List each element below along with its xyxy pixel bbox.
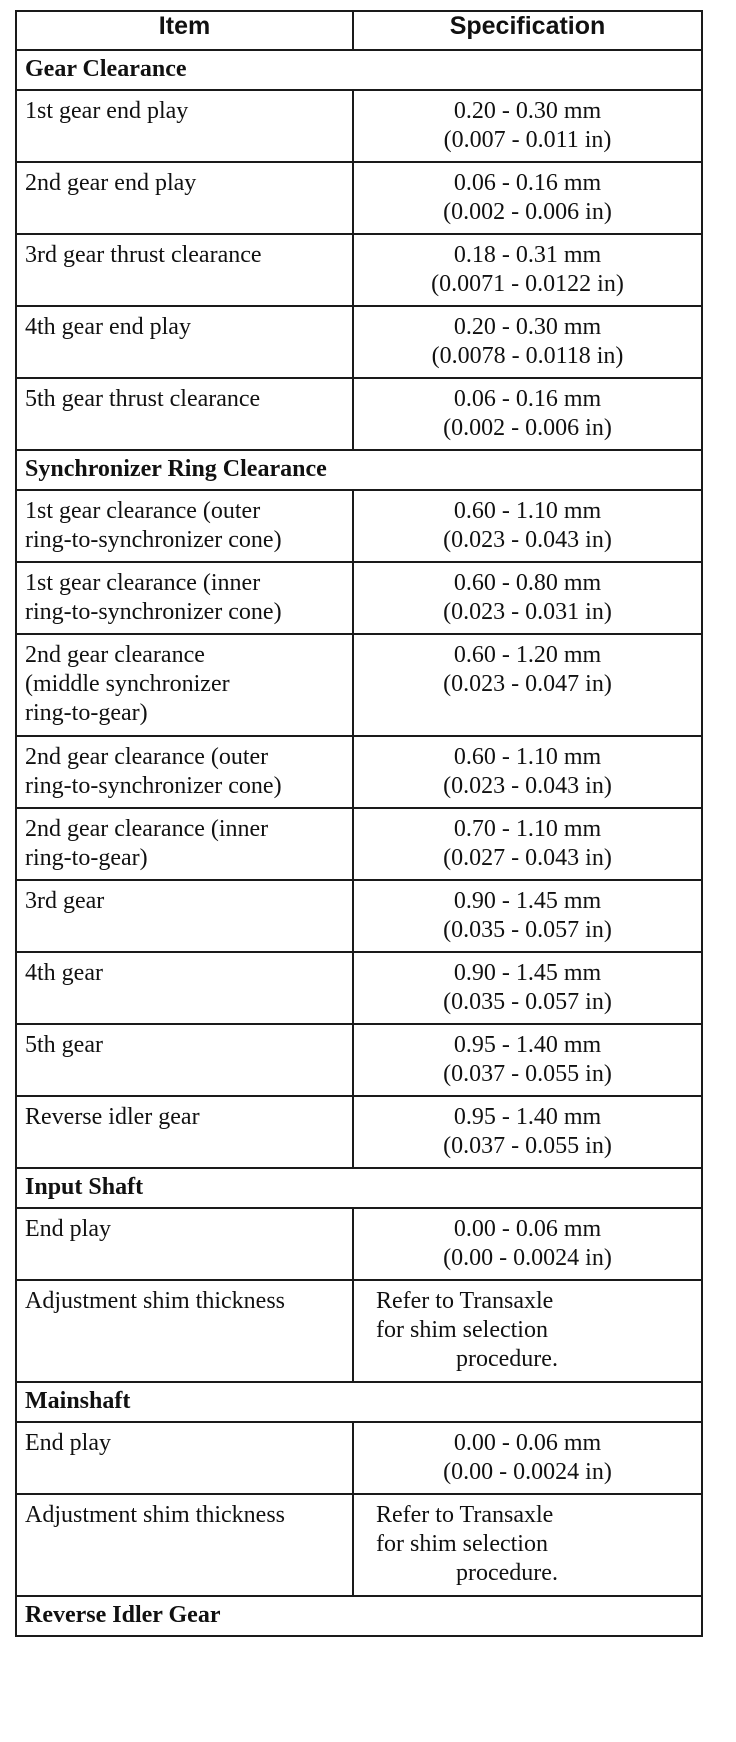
item-cell bbox=[16, 952, 353, 1024]
table-row bbox=[16, 1024, 702, 1096]
table-row bbox=[16, 880, 702, 952]
specification-text: (0.037 - 0.055 in) bbox=[443, 1061, 612, 1087]
specification-text: (0.035 - 0.057 in) bbox=[443, 917, 612, 943]
section-header-row bbox=[16, 450, 702, 490]
specification-text: 0.60 - 1.10 mm bbox=[453, 498, 602, 524]
item-text: 3rd gear bbox=[25, 888, 105, 914]
specification-cell bbox=[353, 306, 702, 378]
section-header-row bbox=[16, 1596, 702, 1636]
specification-text: 0.70 - 1.10 mm bbox=[453, 816, 602, 842]
specification-text: 0.06 - 0.16 mm bbox=[453, 386, 602, 412]
item-text: 2nd gear clearance (inner bbox=[25, 816, 269, 842]
specification-cell bbox=[353, 634, 702, 736]
item-text: 5th gear thrust clearance bbox=[25, 386, 261, 412]
specification-text: 0.60 - 1.20 mm bbox=[453, 642, 602, 668]
specification-text: procedure. bbox=[456, 1560, 558, 1586]
table-row bbox=[16, 1096, 702, 1168]
specification-cell bbox=[353, 808, 702, 880]
item-cell bbox=[16, 736, 353, 808]
specification-cell bbox=[353, 1494, 702, 1596]
table-row bbox=[16, 1280, 702, 1382]
item-text: 4th gear bbox=[25, 960, 103, 986]
specification-text: (0.002 - 0.006 in) bbox=[443, 199, 612, 225]
item-text: ring-to-gear) bbox=[25, 845, 148, 871]
specification-text: (0.023 - 0.043 in) bbox=[443, 773, 612, 799]
specification-text: 0.90 - 1.45 mm bbox=[453, 888, 602, 914]
specification-cell bbox=[353, 490, 702, 562]
item-cell bbox=[16, 880, 353, 952]
item-text: 2nd gear end play bbox=[25, 170, 197, 196]
item-cell bbox=[16, 1422, 353, 1494]
item-cell bbox=[16, 378, 353, 450]
item-text: 1st gear clearance (inner bbox=[25, 570, 261, 596]
table-row bbox=[16, 952, 702, 1024]
specification-cell bbox=[353, 880, 702, 952]
item-text: Adjustment shim thickness bbox=[25, 1288, 285, 1314]
specification-text: (0.007 - 0.011 in) bbox=[443, 127, 612, 153]
item-text: End play bbox=[25, 1216, 111, 1242]
specification-cell bbox=[353, 1280, 702, 1382]
specification-text: for shim selection bbox=[376, 1531, 548, 1557]
item-cell bbox=[16, 162, 353, 234]
table-row bbox=[16, 634, 702, 736]
table-row bbox=[16, 1494, 702, 1596]
table-row bbox=[16, 808, 702, 880]
specification-text: 0.95 - 1.40 mm bbox=[453, 1104, 602, 1130]
table-row bbox=[16, 562, 702, 634]
specification-text: Refer to Transaxle bbox=[376, 1288, 554, 1314]
specification-cell bbox=[353, 162, 702, 234]
item-text: 2nd gear clearance (outer bbox=[25, 744, 269, 770]
section-header-row bbox=[16, 50, 702, 90]
header-row bbox=[16, 11, 702, 50]
item-text: 3rd gear thrust clearance bbox=[25, 242, 262, 268]
table-row bbox=[16, 378, 702, 450]
item-text: Reverse idler gear bbox=[25, 1104, 200, 1130]
specification-text: (0.00 - 0.0024 in) bbox=[443, 1245, 612, 1271]
section-header-row bbox=[16, 1382, 702, 1422]
item-text: 1st gear end play bbox=[25, 98, 189, 124]
item-text: 5th gear bbox=[25, 1032, 103, 1058]
item-cell bbox=[16, 1024, 353, 1096]
section-title: Synchronizer Ring Clearance bbox=[16, 450, 702, 490]
item-cell bbox=[16, 90, 353, 162]
specification-cell bbox=[353, 1096, 702, 1168]
specification-text: procedure. bbox=[456, 1346, 558, 1372]
specification-cell bbox=[353, 1422, 702, 1494]
section-title: Input Shaft bbox=[16, 1168, 702, 1208]
item-cell bbox=[16, 490, 353, 562]
specification-text: (0.0078 - 0.0118 in) bbox=[431, 343, 624, 369]
header-item: Item bbox=[16, 11, 353, 50]
table-body bbox=[16, 50, 702, 1636]
specification-cell bbox=[353, 378, 702, 450]
specification-cell bbox=[353, 562, 702, 634]
specification-table bbox=[15, 10, 703, 1637]
specification-cell bbox=[353, 952, 702, 1024]
table-row bbox=[16, 1208, 702, 1280]
item-cell bbox=[16, 562, 353, 634]
item-cell bbox=[16, 808, 353, 880]
specification-text: (0.023 - 0.047 in) bbox=[443, 671, 612, 697]
item-text: Adjustment shim thickness bbox=[25, 1502, 285, 1528]
header-specification: Specification bbox=[353, 11, 702, 50]
item-cell bbox=[16, 1096, 353, 1168]
table-row bbox=[16, 736, 702, 808]
specification-cell bbox=[353, 1024, 702, 1096]
table-row bbox=[16, 234, 702, 306]
item-text: ring-to-synchronizer cone) bbox=[25, 527, 282, 553]
specification-text: 0.06 - 0.16 mm bbox=[453, 170, 602, 196]
specification-text: (0.023 - 0.031 in) bbox=[443, 599, 612, 625]
specification-cell bbox=[353, 90, 702, 162]
specification-text: (0.037 - 0.055 in) bbox=[443, 1133, 612, 1159]
table-row bbox=[16, 90, 702, 162]
specification-text: 0.60 - 0.80 mm bbox=[453, 570, 602, 596]
specification-text: 0.95 - 1.40 mm bbox=[453, 1032, 602, 1058]
item-cell bbox=[16, 634, 353, 736]
item-text: 1st gear clearance (outer bbox=[25, 498, 261, 524]
item-cell bbox=[16, 234, 353, 306]
section-title: Mainshaft bbox=[16, 1382, 702, 1422]
specification-text: 0.90 - 1.45 mm bbox=[453, 960, 602, 986]
specification-text: 0.60 - 1.10 mm bbox=[453, 744, 602, 770]
specification-text: (0.0071 - 0.0122 in) bbox=[431, 271, 624, 297]
specification-text: 0.18 - 0.31 mm bbox=[453, 242, 602, 268]
item-cell bbox=[16, 1280, 353, 1382]
item-text: End play bbox=[25, 1430, 111, 1456]
specification-text: (0.023 - 0.043 in) bbox=[443, 527, 612, 553]
specification-cell bbox=[353, 736, 702, 808]
specification-text: 0.20 - 0.30 mm bbox=[453, 314, 602, 340]
item-cell bbox=[16, 306, 353, 378]
item-text: 4th gear end play bbox=[25, 314, 191, 340]
table-row bbox=[16, 162, 702, 234]
table-row bbox=[16, 306, 702, 378]
section-header-row bbox=[16, 1168, 702, 1208]
specification-text: 0.20 - 0.30 mm bbox=[453, 98, 602, 124]
table-row bbox=[16, 1422, 702, 1494]
specification-text: 0.00 - 0.06 mm bbox=[453, 1216, 602, 1242]
item-cell bbox=[16, 1208, 353, 1280]
item-cell bbox=[16, 1494, 353, 1596]
item-text: (middle synchronizer bbox=[25, 671, 230, 697]
section-title: Reverse Idler Gear bbox=[16, 1596, 702, 1636]
item-text: ring-to-synchronizer cone) bbox=[25, 599, 282, 625]
specification-text: (0.035 - 0.057 in) bbox=[443, 989, 612, 1015]
specification-text: (0.00 - 0.0024 in) bbox=[443, 1459, 612, 1485]
specification-text: for shim selection bbox=[376, 1317, 548, 1343]
item-text: ring-to-synchronizer cone) bbox=[25, 773, 282, 799]
specification-text: (0.002 - 0.006 in) bbox=[443, 415, 612, 441]
specification-text: (0.027 - 0.043 in) bbox=[443, 845, 612, 871]
specification-cell bbox=[353, 234, 702, 306]
specification-text: Refer to Transaxle bbox=[376, 1502, 554, 1528]
specification-text: 0.00 - 0.06 mm bbox=[453, 1430, 602, 1456]
table-row bbox=[16, 490, 702, 562]
item-text: ring-to-gear) bbox=[25, 700, 148, 726]
specification-cell bbox=[353, 1208, 702, 1280]
item-text: 2nd gear clearance bbox=[25, 642, 205, 668]
section-title: Gear Clearance bbox=[16, 50, 702, 90]
